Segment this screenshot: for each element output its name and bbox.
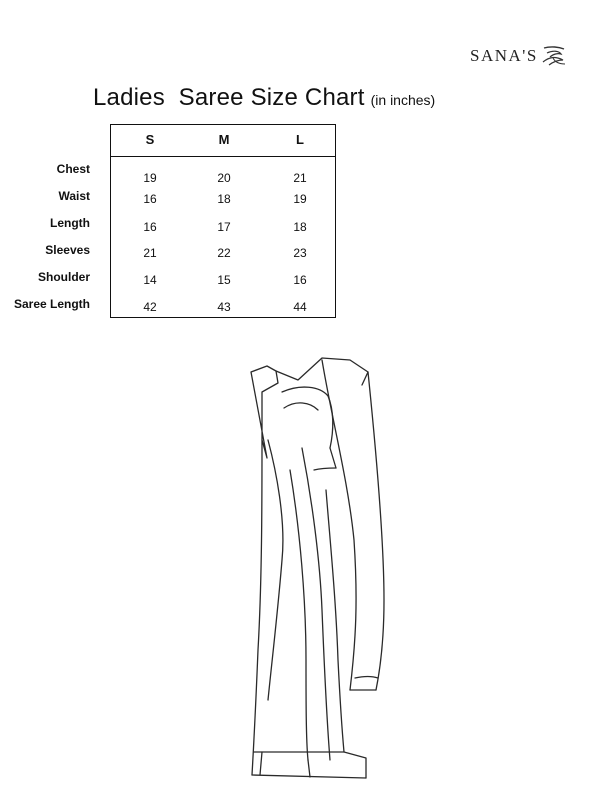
cell-saree-length-m: 43	[217, 300, 231, 314]
cell-sleeves-s: 21	[143, 246, 157, 260]
cell-chest-s: 19	[143, 171, 157, 185]
cell-sleeves-l: 23	[293, 246, 307, 260]
page-title	[93, 84, 435, 112]
column-header-m: M	[218, 132, 230, 147]
row-label-sleeves: Sleeves	[45, 243, 90, 257]
cell-saree-length-s: 42	[143, 300, 157, 314]
cell-shoulder-l: 16	[293, 273, 307, 287]
saree-sketch-icon	[236, 352, 394, 794]
cell-waist-s: 16	[143, 192, 157, 206]
row-label-length: Length	[50, 216, 90, 230]
cell-shoulder-m: 15	[217, 273, 231, 287]
title-main: Ladies Saree Size Chart	[93, 84, 365, 111]
swirl-logo-icon	[541, 44, 567, 68]
cell-chest-m: 20	[217, 171, 231, 185]
cell-length-l: 18	[293, 220, 307, 234]
row-label-chest: Chest	[56, 162, 90, 176]
column-header-s: S	[145, 132, 155, 147]
brand-name: SANA'S	[470, 46, 538, 65]
cell-shoulder-s: 14	[143, 273, 157, 287]
column-header-l: L	[296, 132, 304, 147]
brand-logo	[470, 44, 567, 68]
cell-waist-m: 18	[217, 192, 231, 206]
cell-length-m: 17	[217, 220, 231, 234]
row-label-shoulder: Shoulder	[37, 270, 90, 284]
cell-sleeves-m: 22	[217, 246, 231, 260]
cell-chest-l: 21	[293, 171, 307, 185]
size-table	[110, 124, 336, 318]
row-label-waist: Waist	[58, 189, 90, 203]
cell-length-s: 16	[143, 220, 157, 234]
table-header	[111, 125, 335, 157]
cell-waist-l: 19	[293, 192, 307, 206]
row-label-saree-length: Saree Length	[13, 297, 90, 311]
cell-saree-length-l: 44	[293, 300, 307, 314]
title-unit-note: (in inches)	[370, 92, 436, 108]
